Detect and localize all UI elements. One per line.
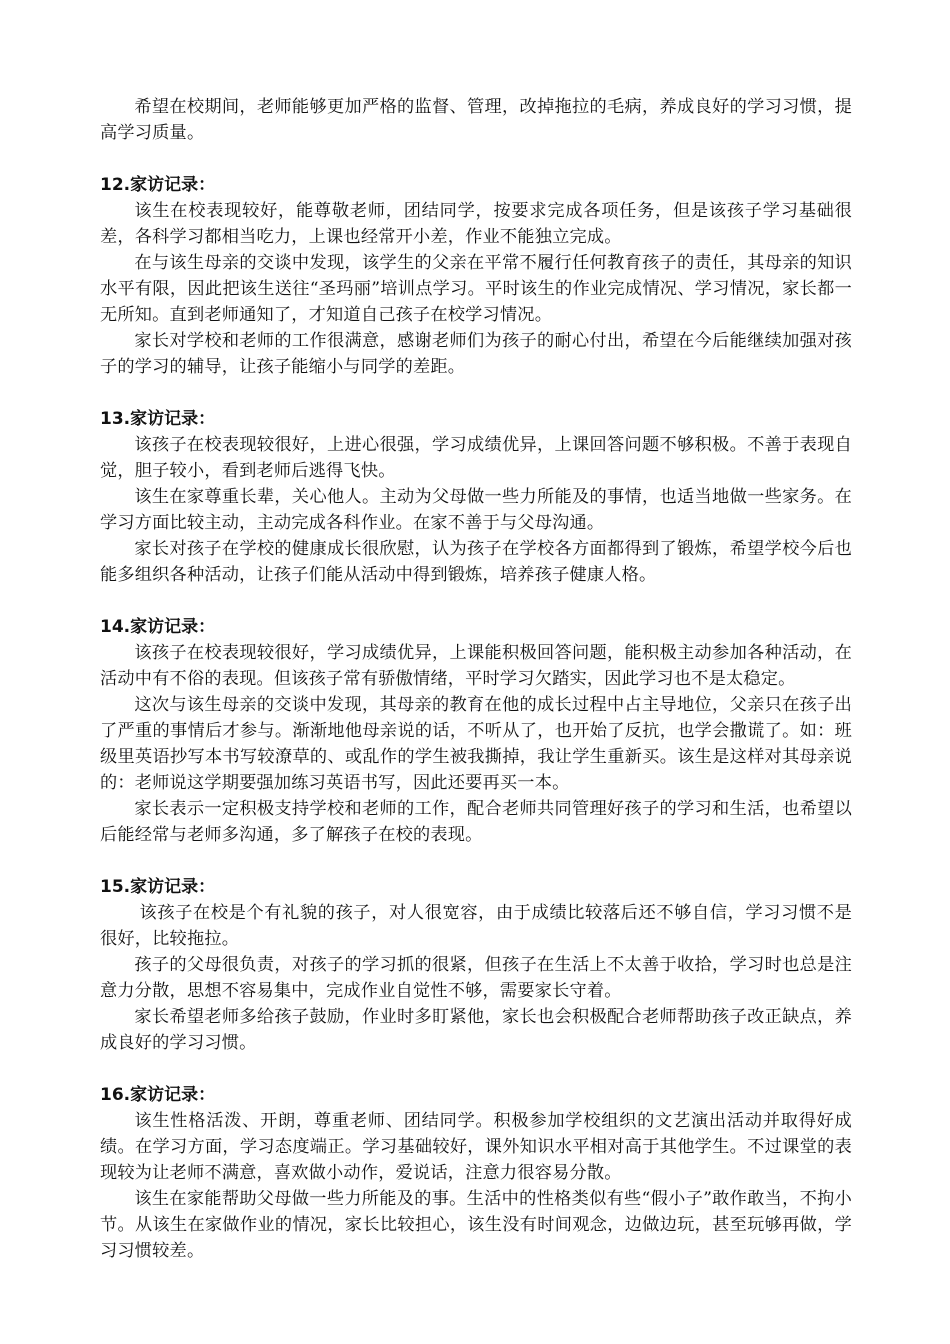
section-heading: 12.家访记录： [100, 175, 216, 195]
section-heading: 13.家访记录： [100, 409, 216, 429]
paragraph: 这次与该生母亲的交谈中发现，其母亲的教育在他的成长过程中占主导地位，父亲只在孩子出了严重的事情后才参与。渐渐地他母亲说的话，不听从了，也开始了反抗，也学会撒谎了。如：班级里英语抄写本书写较潦草的、或乱作的学生被我撕掉，我让学生重新买。该生是这样对其母亲说的：老师说这学期要强加练习英语书写，因此还要再买一本。 [100, 695, 852, 793]
paragraph: 在与该生母亲的交谈中发现，该学生的父亲在平常不履行任何教育孩子的责任，其母亲的知识水平有限，因此把该生送往“圣玛丽”培训点学习。平时该生的作业完成情况、学习情况，家长都一无所知。直到老师通知了，才知道自己孩子在校学习情况。 [100, 253, 852, 325]
document-body [100, 94, 852, 1264]
paragraph: 家长表示一定积极支持学校和老师的工作，配合老师共同管理好孩子的学习和生活，也希望以后能经常与老师多沟通，多了解孩子在校的表现。 [100, 799, 852, 845]
paragraph: 家长对孩子在学校的健康成长很欣慰，认为孩子在学校各方面都得到了锻炼，希望学校今后也能多组织各种活动，让孩子们能从活动中得到锻炼，培养孩子健康人格。 [100, 539, 852, 585]
paragraph: 该生在家尊重长辈，关心他人。主动为父母做一些力所能及的事情，也适当地做一些家务。在学习方面比较主动，主动完成各科作业。在家不善于与父母沟通。 [100, 487, 852, 533]
intro-paragraph: 希望在校期间，老师能够更加严格的监督、管理，改掉拖拉的毛病，养成良好的学习习惯，提高学习质量。 [100, 97, 852, 143]
visit-record-13 [100, 406, 852, 588]
section-heading: 14.家访记录： [100, 617, 216, 637]
paragraph: 家长对学校和老师的工作很满意，感谢老师们为孩子的耐心付出，希望在今后能继续加强对孩子的学习的辅导，让孩子能缩小与同学的差距。 [100, 331, 852, 377]
visit-record-16 [100, 1082, 852, 1264]
paragraph: 该生性格活泼、开朗，尊重老师、团结同学。积极参加学校组织的文艺演出活动并取得好成绩。在学习方面，学习态度端正。学习基础较好，课外知识水平相对高于其他学生。不过课堂的表现较为让老师不满意，喜欢做小动作，爱说话，注意力很容易分散。 [100, 1111, 852, 1183]
section-heading: 15.家访记录： [100, 877, 216, 897]
paragraph: 家长希望老师多给孩子鼓励，作业时多盯紧他，家长也会积极配合老师帮助孩子改正缺点，养成良好的学习习惯。 [100, 1007, 852, 1053]
paragraph: 孩子的父母很负责，对孩子的学习抓的很紧，但孩子在生活上不太善于收拾，学习时也总是注意力分散，思想不容易集中，完成作业自觉性不够，需要家长守着。 [100, 955, 852, 1001]
visit-record-14 [100, 614, 852, 848]
paragraph: 该孩子在校表现较很好，上进心很强，学习成绩优异，上课回答问题不够积极。不善于表现自觉，胆子较小，看到老师后逃得飞快。 [100, 435, 852, 481]
paragraph: 该生在校表现较好，能尊敬老师，团结同学，按要求完成各项任务，但是该孩子学习基础很差，各科学习都相当吃力，上课也经常开小差，作业不能独立完成。 [100, 201, 852, 247]
visit-record-12 [100, 172, 852, 380]
section-heading: 16.家访记录： [100, 1085, 216, 1105]
paragraph: 该孩子在校是个有礼貌的孩子，对人很宽容，由于成绩比较落后还不够自信，学习习惯不是很好，比较拖拉。 [100, 903, 852, 949]
paragraph: 该孩子在校表现较很好，学习成绩优异，上课能积极回答问题，能积极主动参加各种活动，在活动中有不俗的表现。但该孩子常有骄傲情绪，平时学习欠踏实，因此学习也不是太稳定。 [100, 643, 852, 689]
visit-record-15 [100, 874, 852, 1056]
paragraph: 该生在家能帮助父母做一些力所能及的事。生活中的性格类似有些“假小子”敢作敢当，不拘小节。从该生在家做作业的情况，家长比较担心，该生没有时间观念，边做边玩，甚至玩够再做，学习习惯较差。 [100, 1189, 852, 1261]
